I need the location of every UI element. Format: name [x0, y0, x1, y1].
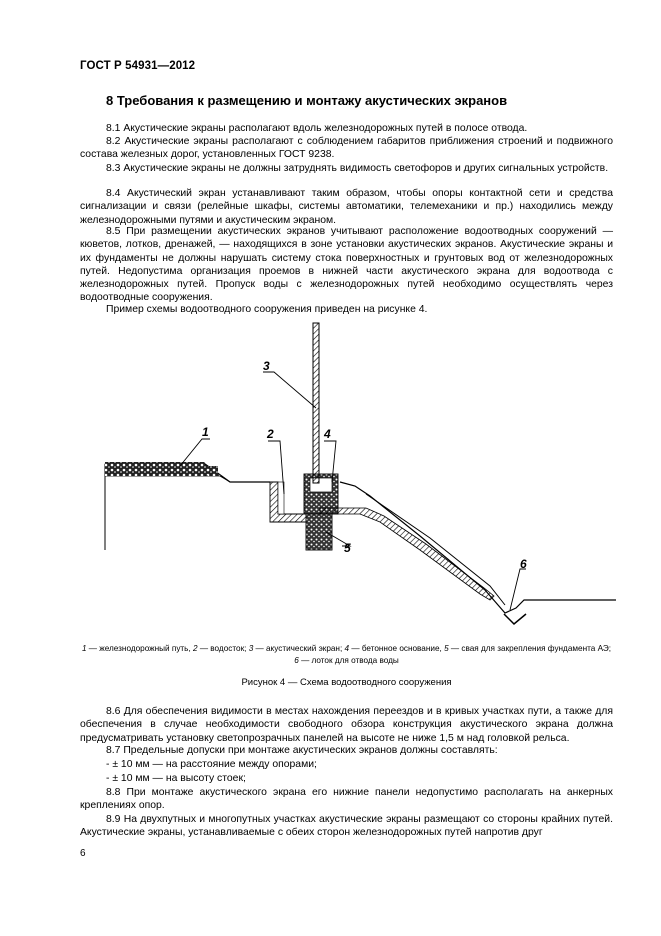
- figure-label-3: 3: [263, 359, 270, 373]
- tolerance-item-spacing: - ± 10 мм — на расстояние между опорами;: [106, 759, 317, 770]
- paragraph-8-5: 8.5 При размещении акустических экранов учитывают расположение водоотводных сооружений — кюветов, лотков, дренажей, — находящихся в зоне установки акустических экранов. Акустические экраны и их фундаменты не должны нарушать систему стока поверхностных и грунтовых вод от железнодорожных путей. Недопустима организация проемов в нижней части акустического экрана для водоотвода с железнодорожных путей. Пропуск воды с железнодорожных путей необходимо осуществлять через водоотводные сооружения.: [80, 226, 613, 304]
- railway-ballast: [105, 462, 230, 482]
- paragraph-8-3: 8.3 Акустические экраны не должны затруднять видимость светофоров и других сигнальных устройств.: [106, 163, 609, 174]
- legend-text-6: — лоток для отвода воды: [298, 656, 399, 665]
- legend-num-4: 4: [344, 644, 350, 653]
- figure-legend: [80, 643, 613, 667]
- foundation-pile: [306, 514, 332, 550]
- legend-text-3: — акустический экран;: [253, 644, 345, 653]
- figure-label-5: 5: [344, 541, 351, 555]
- figure-label-1: 1: [202, 425, 209, 439]
- legend-text-4: — бетонное основание,: [349, 644, 445, 653]
- legend-text-5: — свая для закрепления фундамента АЭ;: [448, 644, 612, 653]
- acoustic-screen: [313, 323, 319, 483]
- label-leader-lines: [180, 372, 526, 610]
- paragraph-8-4: 8.4 Акустический экран устанавливают таким образом, чтобы опоры контактной сети и средства сигнализации и связи (релейные шкафы, системы автоматики, телемеханики и пр.) находились между железнодорожными путями и акустическим экраном.: [80, 188, 613, 226]
- page-header-standard: ГОСТ Р 54931—2012: [80, 60, 196, 72]
- drainage-scheme-figure: [80, 318, 620, 638]
- legend-num-3: 3: [248, 644, 254, 653]
- legend-text-1: — железнодорожный путь,: [86, 644, 193, 653]
- paragraph-8-6: 8.6 Для обеспечения видимости в местах нахождения переездов и в кривых участках пути, а также для обеспечения в случае необходимости свободного обзора конструкция акустического экрана должна предусматривать установку светопрозрачных панелей на высоте не ниже 1,5 м над головкой рельса.: [80, 706, 613, 744]
- figure-label-6: 6: [520, 557, 527, 571]
- paragraph-8-8: 8.8 При монтаже акустического экрана его нижние панели недопустимо располагать на анкерных креплениях опор.: [80, 787, 613, 812]
- section-title: 8 Требования к размещению и монтажу акустических экранов: [106, 93, 508, 108]
- embankment-outline: [105, 464, 616, 613]
- paragraph-8-7: 8.7 Предельные допуски при монтаже акустических экранов должны составлять:: [106, 745, 498, 756]
- figure-label-2: 2: [267, 427, 274, 441]
- paragraph-8-9: 8.9 На двухпутных и многопутных участках акустические экраны размещают со стороны крайних путей. Акустические экраны, устанавливаемые с обеих сторон железнодорожных путей напротив друг: [80, 814, 613, 839]
- legend-num-5: 5: [444, 644, 449, 653]
- paragraph-figure-reference: Пример схемы водоотводного сооружения приведен на рисунке 4.: [106, 304, 428, 315]
- paragraph-8-2: 8.2 Акустические экраны располагают с соблюдением габаритов приближения строений и подвижного состава железных дорог, установленных ГОСТ 9238.: [80, 136, 613, 161]
- legend-num-1: 1: [81, 644, 87, 653]
- tolerance-item-height: - ± 10 мм — на высоту стоек;: [106, 773, 246, 784]
- paragraph-8-1: 8.1 Акустические экраны располагают вдоль железнодорожных путей в полосе отвода.: [106, 123, 528, 134]
- figure-title: Рисунок 4 — Схема водоотводного сооружения: [241, 677, 452, 688]
- legend-text-2: — водосток;: [197, 644, 249, 653]
- water-tray: [504, 614, 526, 624]
- legend-num-6: 6: [294, 656, 299, 665]
- page-number: 6: [80, 848, 86, 859]
- figure-label-4: 4: [324, 427, 331, 441]
- legend-num-2: 2: [193, 644, 198, 653]
